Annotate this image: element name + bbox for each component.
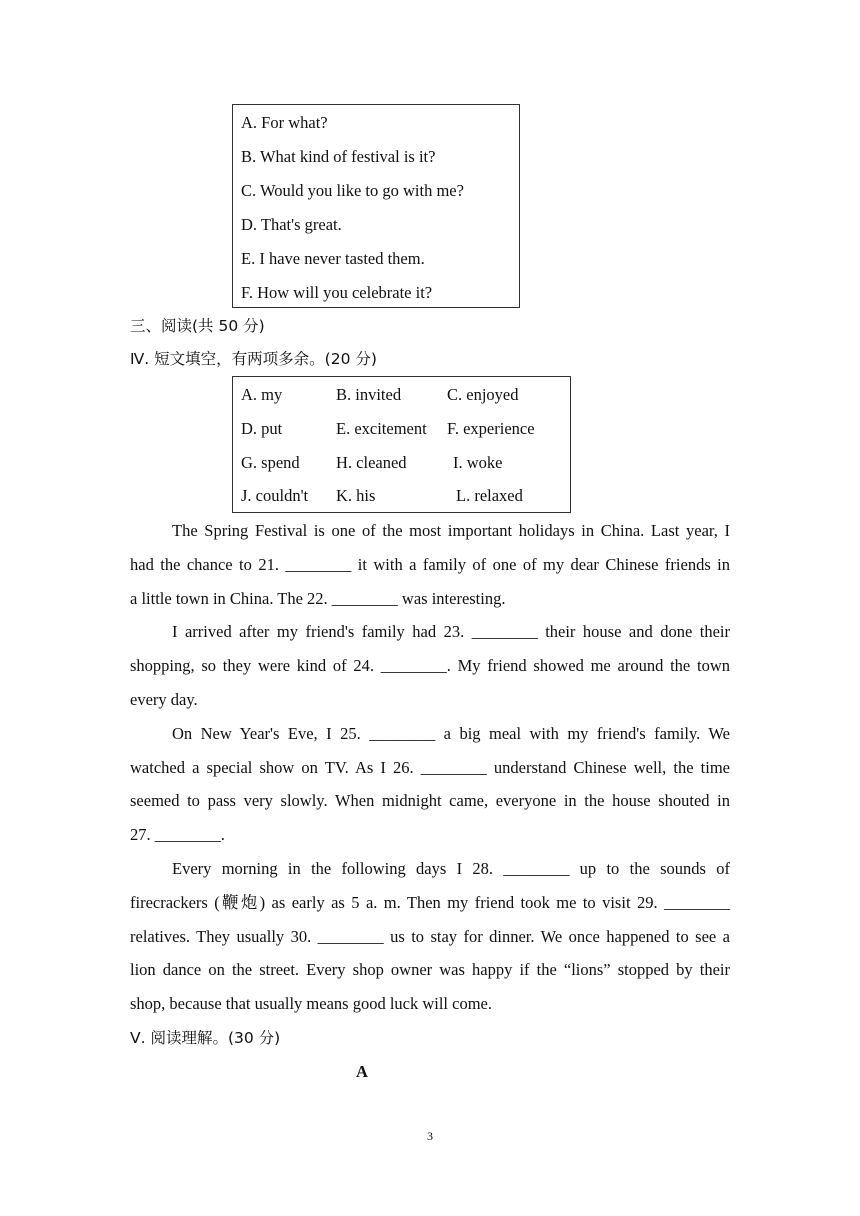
dialog-option-f: F. How will you celebrate it?: [241, 283, 433, 302]
word-bank-item: L. relaxed: [456, 486, 523, 505]
dialog-option-a: A. For what?: [241, 113, 328, 132]
dialog-options-box: [232, 104, 520, 308]
passage-line: shop, because that usually means good luck will come.: [130, 994, 493, 1013]
passage-line: shopping, so they were kind of 24. ________. My friend showed me around the town: [130, 656, 730, 675]
passage-line: lion dance on the street. Every shop owner was happy if the “lions” stopped by their: [130, 960, 730, 979]
section-three-title: 三、阅读(共 50 分): [130, 317, 265, 335]
passage-line: relatives. They usually 30. ________ us to stay for dinner. We once happened to see a: [130, 927, 730, 946]
part-v-title: Ⅴ. 阅读理解。(30 分): [130, 1029, 281, 1047]
word-bank-item: H. cleaned: [336, 453, 407, 472]
passage-line: 27. ________.: [130, 825, 225, 844]
word-bank-item: G. spend: [241, 453, 300, 472]
passage-line: On New Year's Eve, I 25. ________ a big meal with my friend's family. We: [172, 724, 730, 743]
passage-line: every day.: [130, 690, 198, 709]
passage-line: Every morning in the following days I 28. ________ up to the sounds of: [172, 859, 730, 878]
word-bank-item: B. invited: [336, 385, 402, 404]
passage-line: The Spring Festival is one of the most important holidays in China. Last year, I: [172, 521, 730, 540]
passage-line: firecrackers (鞭炮) as early as 5 a. m. Then my friend took me to visit 29. ________: [130, 893, 730, 912]
part-iv-title: Ⅳ. 短文填空，有两项多余。(20 分): [130, 350, 377, 368]
passage-line: watched a special show on TV. As I 26. ________ understand Chinese well, the time: [130, 758, 730, 777]
article-label: A: [356, 1062, 368, 1081]
word-bank-item: A. my: [241, 385, 283, 404]
dialog-option-e: E. I have never tasted them.: [241, 249, 425, 268]
dialog-option-b: B. What kind of festival is it?: [241, 147, 436, 166]
passage-line: I arrived after my friend's family had 23. ________ their house and done their: [172, 622, 730, 641]
word-bank-item: C. enjoyed: [447, 385, 519, 404]
word-bank-item: K. his: [336, 486, 376, 505]
word-bank-item: E. excitement: [336, 419, 427, 438]
word-bank-box: [232, 376, 571, 513]
word-bank-item: D. put: [241, 419, 283, 438]
passage-line: had the chance to 21. ________ it with a family of one of my dear Chinese friends in: [130, 555, 730, 574]
word-bank-item: F. experience: [447, 419, 535, 438]
word-bank-item: I. woke: [453, 453, 503, 472]
word-bank-item: J. couldn't: [241, 486, 309, 505]
passage-line: seemed to pass very slowly. When midnight came, everyone in the house shouted in: [130, 791, 730, 810]
passage-line: a little town in China. The 22. ________ was interesting.: [130, 589, 506, 608]
page-number: 3: [427, 1129, 433, 1143]
dialog-option-c: C. Would you like to go with me?: [241, 181, 464, 200]
dialog-option-d: D. That's great.: [241, 215, 342, 234]
